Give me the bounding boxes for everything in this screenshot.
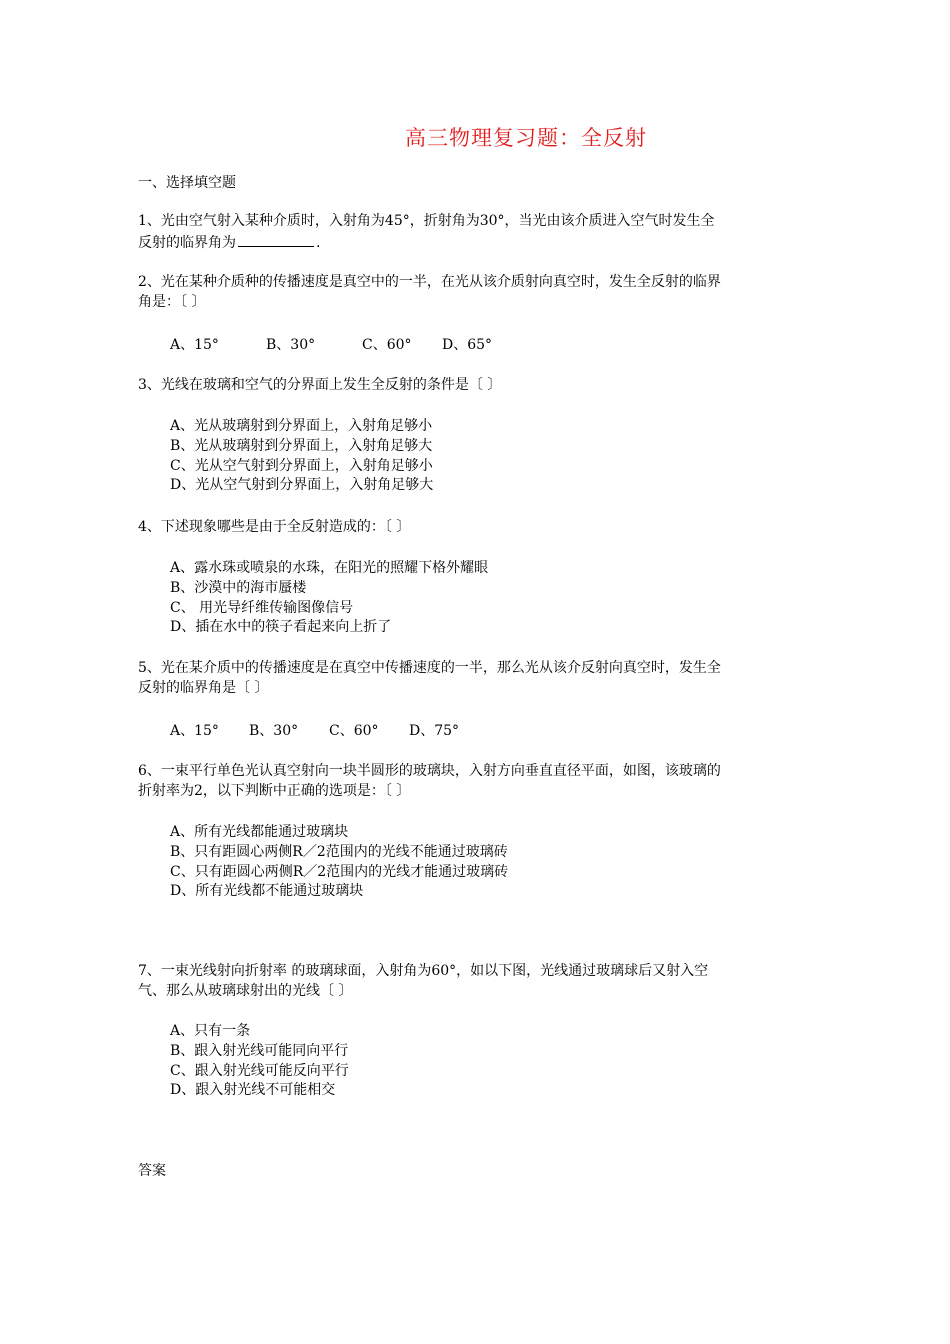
- question-7-line-2: 气、那么从玻璃球射出的光线〔 〕: [138, 982, 353, 999]
- question-5-line-1: 5、光在某介质中的传播速度是在真空中传播速度的一半，那么光从该介反射向真空时，发生全: [138, 660, 721, 676]
- answer-heading: 答案: [138, 1163, 166, 1179]
- question-7: [138, 962, 808, 1001]
- option-c: C、 用光导纤维传输图像信号: [170, 599, 354, 616]
- option-d: D、75°: [409, 723, 460, 739]
- option-d: D、插在水中的筷子看起来向上折了: [170, 619, 392, 636]
- option-a: A、15°: [170, 723, 219, 739]
- option-d: D、65°: [442, 337, 493, 353]
- question-4-line-1: 4、下述现象哪些是由于全反射造成的：〔 〕: [138, 519, 411, 535]
- question-5: [138, 659, 808, 698]
- question-7-line-1: 7、一束光线射向折射率 的玻璃球面，入射角为60°，如以下图，光线通过玻璃球后又射入空: [138, 963, 709, 979]
- question-1-line-2-text: 反射的临界角为: [138, 234, 236, 251]
- option-d: D、所有光线都不能通过玻璃块: [170, 883, 364, 900]
- question-5-options: [170, 720, 459, 740]
- question-2-options: [170, 334, 492, 354]
- question-3-options: [170, 417, 433, 496]
- question-1: [138, 212, 808, 253]
- question-1-line-2: [138, 232, 808, 254]
- section-heading: 一、选择填空题: [138, 175, 236, 191]
- option-b: B、30°: [266, 337, 316, 353]
- question-2-line-1: 2、光在某种介质种的传播速度是真空中的一半，在光从该介质射向真空时，发生全反射的临界: [138, 274, 721, 290]
- question-2-line-2: 角是：〔 〕: [138, 293, 206, 310]
- question-1-line-2-end: .: [316, 234, 321, 251]
- option-b: B、光从玻璃射到分界面上，入射角足够大: [170, 437, 433, 454]
- option-c: C、60°: [329, 723, 379, 739]
- option-a: A、15°: [170, 337, 219, 353]
- question-3: [138, 376, 808, 396]
- question-5-line-2: 反射的临界角是〔 〕: [138, 679, 269, 696]
- question-1-line-1: 1、光由空气射入某种介质时，入射角为45°，折射角为30°，当光由该介质进入空气时发生全: [138, 213, 715, 229]
- question-4-options: [170, 559, 488, 638]
- question-6-options: [170, 823, 508, 902]
- option-c: C、光从空气射到分界面上，入射角足够小: [170, 457, 433, 474]
- option-b: B、30°: [249, 723, 299, 739]
- answer-blank: [238, 232, 314, 247]
- option-b: B、只有距圆心两侧R／2范围内的光线不能通过玻璃砖: [170, 843, 508, 860]
- option-a: A、露水珠或喷泉的水珠，在阳光的照耀下格外耀眼: [170, 560, 489, 576]
- question-4: [138, 518, 808, 538]
- document-title: 高三物理复习题：全反射: [405, 126, 647, 150]
- question-3-line-1: 3、光线在玻璃和空气的分界面上发生全反射的条件是〔 〕: [138, 377, 502, 393]
- option-d: D、跟入射光线不可能相交: [170, 1082, 336, 1099]
- option-d: D、光从空气射到分界面上，入射角足够大: [170, 477, 434, 494]
- option-c: C、60°: [362, 337, 412, 353]
- option-a: A、光从玻璃射到分界面上，入射角足够小: [170, 418, 433, 434]
- option-b: B、沙漠中的海市蜃楼: [170, 579, 307, 596]
- question-6-line-1: 6、一束平行单色光认真空射向一块半圆形的玻璃块，入射方向垂直直径平面，如图，该玻璃的: [138, 763, 721, 779]
- question-2: [138, 273, 808, 312]
- option-a: A、所有光线都能通过玻璃块: [170, 824, 349, 840]
- option-c: C、跟入射光线可能反向平行: [170, 1062, 349, 1079]
- option-c: C、只有距圆心两侧R／2范围内的光线才能通过玻璃砖: [170, 863, 509, 880]
- question-6: [138, 762, 808, 801]
- option-b: B、跟入射光线可能同向平行: [170, 1042, 349, 1059]
- question-6-line-2: 折射率为2，以下判断中正确的选项是：〔 〕: [138, 782, 411, 799]
- question-7-options: [170, 1022, 349, 1101]
- option-a: A、只有一条: [170, 1023, 251, 1039]
